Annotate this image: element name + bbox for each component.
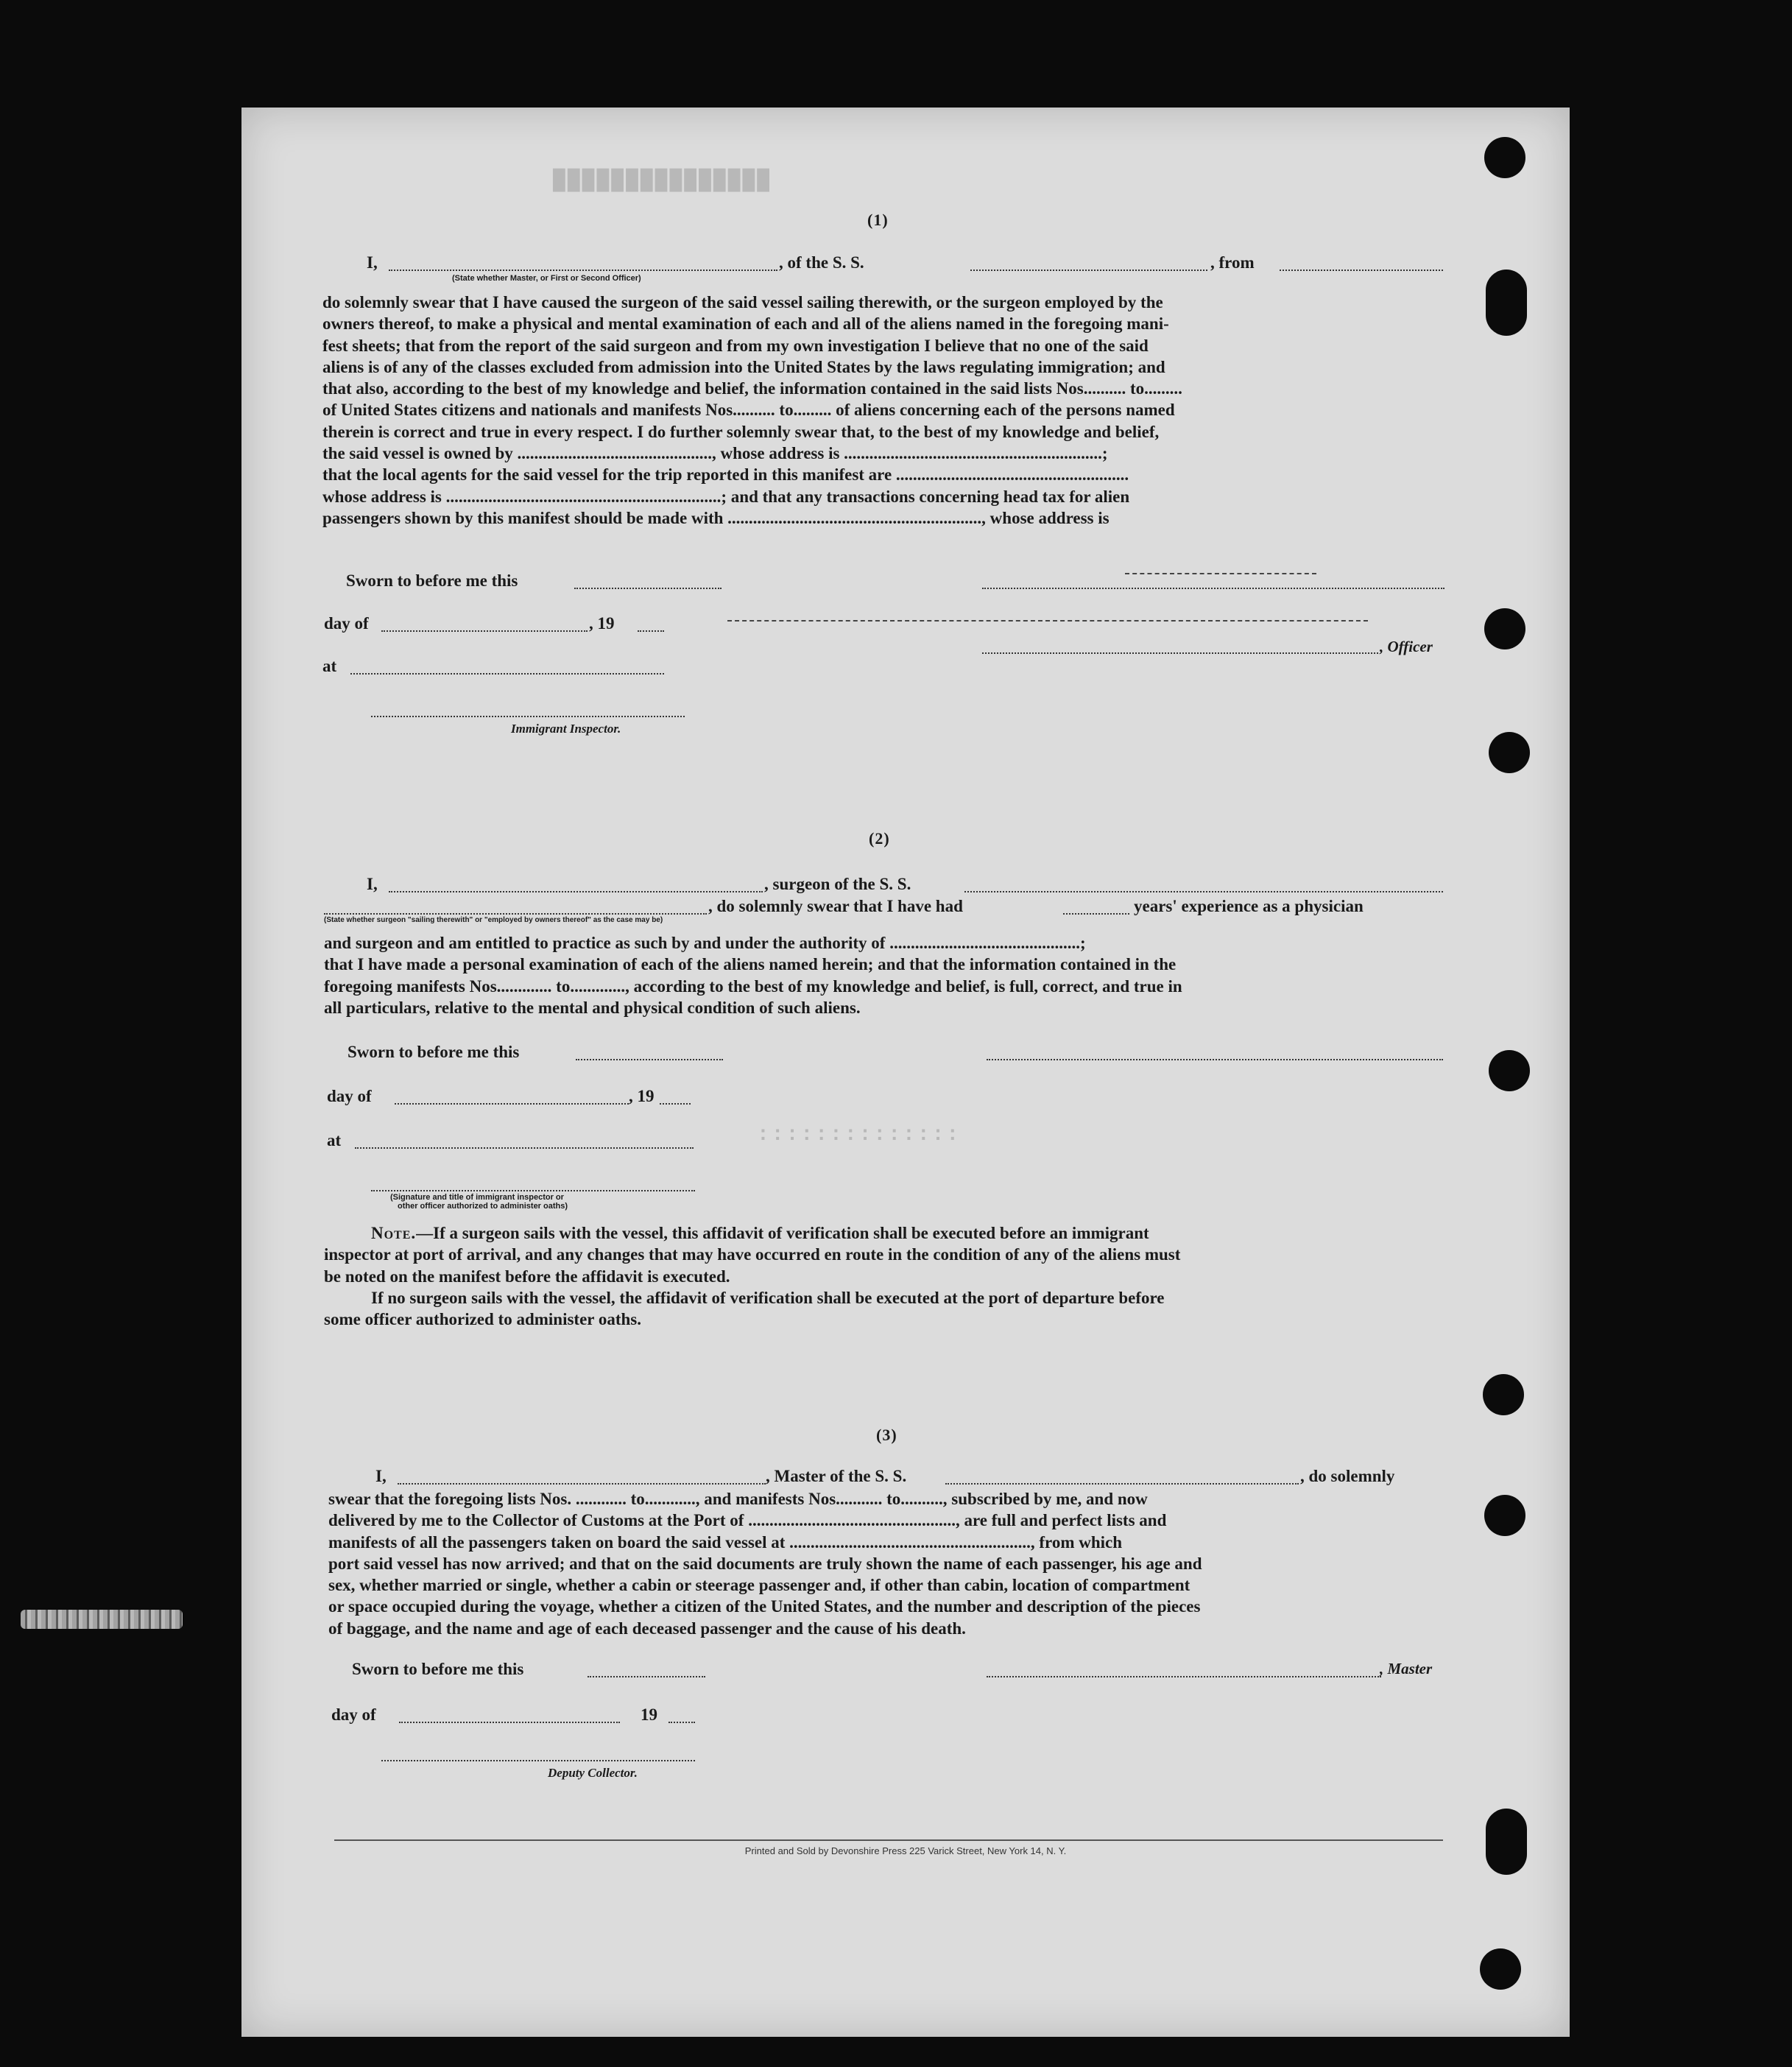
s2-sworn-blank [576, 1059, 723, 1060]
s3-year-label: 19 [641, 1705, 657, 1724]
s2-note-line: inspector at port of arrival, and any changes that may have occurred en route in the condition of any of the aliens must [324, 1245, 1181, 1264]
s2-signature-blank [987, 1059, 1443, 1060]
s1-line: that the local agents for the said vessel for the trip reported in this manifest are ....................................................... [322, 465, 1129, 485]
s1-officer-caption: (State whether Master, or First or Second Officer) [452, 274, 641, 283]
s1-year-label: , 19 [589, 614, 615, 633]
s2-note-line [324, 1222, 1449, 1244]
footer-rule [334, 1839, 1443, 1841]
s1-line: the said vessel is owned by .............................................., whose address is .............................................................; [322, 444, 1108, 463]
s1-line: of United States citizens and nationals and manifests Nos.......... to......... of aliens concerning each of the persons named [322, 401, 1175, 420]
s3-year-blank [669, 1722, 695, 1723]
s2-sworn-label: Sworn to before me this [348, 1043, 520, 1061]
s2-sig-caption-2: other officer authorized to administer oaths) [398, 1202, 568, 1211]
section-1-number: (1) [867, 211, 889, 229]
s1-officer-name-blank [389, 270, 777, 271]
s2-year-label: , 19 [629, 1087, 655, 1105]
s1-sworn-blank [574, 588, 722, 589]
s1-signature-dash [1125, 573, 1316, 574]
s2-note-line: some officer authorized to administer oaths. [324, 1310, 641, 1329]
s1-line: fest sheets; that from the report of the said surgeon and from my own investigation I believe that no one of the said [322, 336, 1149, 355]
s3-oath-paragraph [328, 1488, 1449, 1639]
s2-line: that I have made a personal examination of each of the aliens named herein; and that the information contained in the [324, 955, 1177, 974]
s1-inspector-blank [371, 716, 685, 717]
binder-hole [1486, 1809, 1527, 1875]
s3-vessel-blank [945, 1483, 1299, 1485]
s1-i-label: I, [367, 253, 378, 272]
s2-note-line: be noted on the manifest before the affidavit is executed. [324, 1267, 730, 1286]
s2-day-of-label: day of [327, 1087, 372, 1105]
s1-officer-label: , Officer [1380, 638, 1433, 655]
printer-imprint: Printed and Sold by Devonshire Press 225 Varick Street, New York 14, N. Y. [744, 1845, 1067, 1856]
s3-name-blank [398, 1483, 766, 1485]
binder-hole [1484, 1495, 1525, 1536]
edge-smudge [21, 1610, 183, 1629]
binder-hole [1480, 1948, 1521, 1990]
s1-inspector-label: Immigrant Inspector. [511, 722, 621, 736]
s3-line: port said vessel has now arrived; and that on the said documents are truly shown the name of each passenger, his age and [328, 1554, 1202, 1573]
s3-master-label: , Master of the S. S. [766, 1467, 907, 1485]
s2-line: and surgeon and am entitled to practice as such by and under the authority of .............................................; [324, 934, 1086, 952]
s1-officer-blank [982, 652, 1378, 654]
s2-at-blank [355, 1147, 694, 1149]
s2-surgeon-label: , surgeon of the S. S. [764, 875, 911, 893]
s2-sailing-caption: (State whether surgeon "sailing therewith" or "employed by owners thereof" as the case may be) [324, 916, 663, 924]
s1-line: owners thereof, to make a physical and mental examination of each and all of the aliens named in the foregoing mani- [322, 314, 1169, 334]
binder-hole [1489, 1050, 1530, 1091]
s1-at-blank [350, 673, 664, 675]
s1-line: aliens is of any of the classes excluded from admission into the United States by the laws regulating immigration; and [322, 357, 1165, 376]
s1-signature-blank [982, 588, 1444, 589]
s3-swear-label: , do solemnly [1300, 1467, 1395, 1485]
s1-from-label: , from [1210, 253, 1255, 272]
s3-sworn-label: Sworn to before me this [352, 1660, 524, 1678]
binder-hole [1486, 270, 1527, 336]
s3-master-sign-blank [987, 1676, 1381, 1677]
s3-deputy-label: Deputy Collector. [548, 1766, 638, 1780]
s2-note-text: —If a surgeon sails with the vessel, this affidavit of verification shall be executed before an immigrant [416, 1224, 1149, 1242]
s3-day-blank [399, 1722, 620, 1723]
s3-master-label: , Master [1380, 1660, 1433, 1677]
s2-at-label: at [327, 1131, 342, 1149]
s1-from-blank [1280, 270, 1443, 271]
s2-years-label: years' experience as a physician [1134, 897, 1364, 915]
s1-at-label: at [322, 657, 337, 675]
s3-day-of-label: day of [331, 1705, 376, 1724]
s3-line: delivered by me to the Collector of Customs at the Port of ................................................., are full and perfect lists and [328, 1511, 1167, 1530]
s1-oath-paragraph [322, 292, 1446, 529]
s3-i-label: I, [375, 1467, 387, 1485]
s3-line: or space occupied during the voyage, whether a citizen of the United States, and the number and description of the pieces [328, 1597, 1201, 1616]
section-2-number: (2) [869, 829, 890, 848]
s2-vessel-blank [964, 891, 1443, 892]
s1-signature-dash [727, 620, 1368, 621]
s1-line: therein is correct and true in every respect. I do further solemnly swear that, to the best of my knowledge and belief, [322, 422, 1160, 441]
note-label: Note. [371, 1224, 417, 1242]
s1-year-blank [638, 630, 664, 632]
s1-line: whose address is .................................................................; and that any transactions concerning head tax for alien [322, 487, 1130, 506]
s2-oath-paragraph [324, 932, 1449, 1018]
s3-sworn-blank [588, 1676, 705, 1677]
s1-day-of-label: day of [324, 614, 369, 633]
binder-hole [1489, 732, 1530, 773]
s2-name-blank [389, 891, 763, 892]
s3-line: of baggage, and the name and age of each deceased passenger and the cause of his death. [328, 1619, 966, 1638]
s1-vessel-blank [970, 270, 1207, 271]
s1-sworn-label: Sworn to before me this [346, 571, 518, 590]
show-through-marks: :::::::::::::: [757, 1124, 962, 1147]
s2-years-blank [1063, 913, 1129, 915]
s2-line: foregoing manifests Nos............. to............., according to the best of my knowledge and belief, is full, correct, and true in [324, 976, 1182, 996]
s2-sig-caption-1: (Signature and title of immigrant inspector or [390, 1193, 564, 1202]
s2-note-line: If no surgeon sails with the vessel, the affidavit of verification shall be executed at the port of departure before [371, 1288, 1165, 1307]
s3-line: sex, whether married or single, whether a cabin or steerage passenger and, if other than cabin, location of compartment [328, 1576, 1190, 1595]
s2-i-label: I, [367, 875, 378, 893]
s2-line: all particulars, relative to the mental and physical condition of such aliens. [324, 998, 861, 1017]
s1-line: that also, according to the best of my knowledge and belief, the information contained in the said lists Nos.......... to......... [322, 379, 1182, 398]
s3-deputy-blank [381, 1760, 695, 1761]
show-through-text: ███████████████ [551, 169, 770, 192]
s1-day-blank [381, 630, 588, 632]
s2-year-blank [660, 1103, 691, 1105]
s1-line: do solemnly swear that I have caused the surgeon of the said vessel sailing therewith, or the surgeon employed by the [322, 293, 1163, 311]
s2-note-paragraph [324, 1222, 1449, 1330]
section-3-number: (3) [876, 1426, 897, 1444]
s1-of-ss-label: , of the S. S. [779, 253, 864, 272]
binder-hole [1483, 1374, 1524, 1415]
s3-line: manifests of all the passengers taken on board the said vessel at ........................................................., from which [328, 1532, 1123, 1552]
s2-sailing-blank [324, 913, 707, 915]
s2-swear-label: , do solemnly swear that I have had [708, 897, 963, 915]
s2-inspector-blank [371, 1190, 695, 1191]
s3-line: swear that the foregoing lists Nos. ............ to............, and manifests Nos........... to.........., subscribed by me, and now [328, 1490, 1148, 1508]
binder-hole [1484, 608, 1525, 649]
s1-line: passengers shown by this manifest should be made with ............................................................, whose address is [322, 508, 1110, 527]
binder-hole [1484, 137, 1525, 178]
manifest-page [241, 108, 1570, 2037]
s2-day-blank [395, 1103, 629, 1105]
